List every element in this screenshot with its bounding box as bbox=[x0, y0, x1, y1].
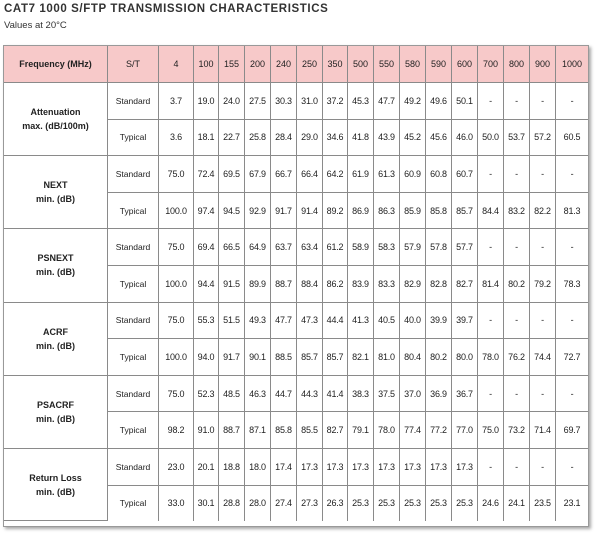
value-cell: 91.0 bbox=[194, 412, 219, 449]
parameter-cell bbox=[4, 376, 108, 449]
table-row bbox=[4, 376, 588, 413]
value-cell: 83.2 bbox=[504, 193, 530, 230]
value-cell: 74.4 bbox=[530, 339, 556, 376]
value-cell: 75.0 bbox=[159, 303, 194, 340]
value-cell: 38.3 bbox=[348, 376, 374, 413]
header-frequency-cell: 590 bbox=[426, 46, 452, 83]
value-cell: 98.2 bbox=[159, 412, 194, 449]
row-type-cell: Standard bbox=[108, 303, 159, 340]
value-cell: 40.0 bbox=[400, 303, 426, 340]
value-cell: 28.4 bbox=[271, 120, 297, 157]
value-cell: - bbox=[478, 156, 504, 193]
value-cell: - bbox=[504, 83, 530, 120]
value-cell: - bbox=[556, 303, 588, 340]
value-cell: 85.8 bbox=[271, 412, 297, 449]
value-cell: 64.2 bbox=[323, 156, 348, 193]
parameter-cell bbox=[4, 449, 108, 521]
header-st: S/T bbox=[108, 46, 159, 83]
value-cell: 73.2 bbox=[504, 412, 530, 449]
value-cell: - bbox=[530, 449, 556, 486]
value-cell: 29.0 bbox=[297, 120, 323, 157]
value-cell: - bbox=[504, 229, 530, 266]
value-cell: 60.9 bbox=[400, 156, 426, 193]
value-cell: 45.2 bbox=[400, 120, 426, 157]
value-cell: 45.6 bbox=[426, 120, 452, 157]
value-cell: 60.8 bbox=[426, 156, 452, 193]
value-cell: 82.2 bbox=[530, 193, 556, 230]
value-cell: 49.2 bbox=[400, 83, 426, 120]
value-cell: 17.3 bbox=[400, 449, 426, 486]
value-cell: 77.4 bbox=[400, 412, 426, 449]
parameter-cell bbox=[4, 303, 108, 376]
value-cell: 80.2 bbox=[426, 339, 452, 376]
value-cell: 81.3 bbox=[556, 193, 588, 230]
value-cell: 3.6 bbox=[159, 120, 194, 157]
value-cell: 58.9 bbox=[348, 229, 374, 266]
value-cell: 83.3 bbox=[374, 266, 400, 303]
value-cell: 17.3 bbox=[374, 449, 400, 486]
value-cell: - bbox=[556, 376, 588, 413]
value-cell: - bbox=[530, 303, 556, 340]
value-cell: 88.5 bbox=[271, 339, 297, 376]
value-cell: 91.7 bbox=[219, 339, 245, 376]
value-cell: 17.3 bbox=[348, 449, 374, 486]
value-cell: 69.5 bbox=[219, 156, 245, 193]
value-cell: 45.3 bbox=[348, 83, 374, 120]
value-cell: 17.3 bbox=[452, 449, 478, 486]
value-cell: 23.0 bbox=[159, 449, 194, 486]
header-frequency-cell: 550 bbox=[374, 46, 400, 83]
value-cell: 76.2 bbox=[504, 339, 530, 376]
value-cell: 37.0 bbox=[400, 376, 426, 413]
value-cell: 57.9 bbox=[400, 229, 426, 266]
value-cell: 3.7 bbox=[159, 83, 194, 120]
header-frequency-cell: 800 bbox=[504, 46, 530, 83]
value-cell: 31.0 bbox=[297, 83, 323, 120]
table-row bbox=[4, 449, 588, 486]
value-cell: 86.9 bbox=[348, 193, 374, 230]
value-cell: 40.5 bbox=[374, 303, 400, 340]
value-cell: - bbox=[478, 303, 504, 340]
value-cell: - bbox=[530, 229, 556, 266]
value-cell: 89.2 bbox=[323, 193, 348, 230]
value-cell: 57.8 bbox=[426, 229, 452, 266]
value-cell: 85.8 bbox=[426, 193, 452, 230]
value-cell: 63.4 bbox=[297, 229, 323, 266]
value-cell: 81.0 bbox=[374, 339, 400, 376]
header-frequency-cell: 4 bbox=[159, 46, 194, 83]
header-frequency-cell: 350 bbox=[323, 46, 348, 83]
value-cell: 53.7 bbox=[504, 120, 530, 157]
value-cell: - bbox=[530, 156, 556, 193]
value-cell: 100.0 bbox=[159, 266, 194, 303]
value-cell: 25.3 bbox=[452, 486, 478, 522]
value-cell: 91.5 bbox=[219, 266, 245, 303]
value-cell: 82.1 bbox=[348, 339, 374, 376]
value-cell: 58.3 bbox=[374, 229, 400, 266]
value-cell: - bbox=[556, 156, 588, 193]
value-cell: 57.7 bbox=[452, 229, 478, 266]
value-cell: - bbox=[504, 449, 530, 486]
value-cell: 20.1 bbox=[194, 449, 219, 486]
table-row bbox=[4, 229, 588, 266]
value-cell: 91.4 bbox=[297, 193, 323, 230]
value-cell: 82.9 bbox=[400, 266, 426, 303]
value-cell: 17.4 bbox=[271, 449, 297, 486]
value-cell: 86.2 bbox=[323, 266, 348, 303]
header-frequency: Frequency (MHz) bbox=[4, 46, 108, 83]
value-cell: 69.7 bbox=[556, 412, 588, 449]
value-cell: 52.3 bbox=[194, 376, 219, 413]
value-cell: 85.7 bbox=[452, 193, 478, 230]
value-cell: 41.4 bbox=[323, 376, 348, 413]
parameter-unit: min. (dB) bbox=[36, 340, 75, 351]
table-row bbox=[4, 156, 588, 193]
value-cell: 34.6 bbox=[323, 120, 348, 157]
value-cell: 72.4 bbox=[194, 156, 219, 193]
value-cell: 28.0 bbox=[245, 486, 271, 522]
value-cell: 49.3 bbox=[245, 303, 271, 340]
value-cell: 30.3 bbox=[271, 83, 297, 120]
row-type-cell: Standard bbox=[108, 229, 159, 266]
value-cell: 17.3 bbox=[323, 449, 348, 486]
value-cell: 78.0 bbox=[374, 412, 400, 449]
parameter-cell bbox=[4, 156, 108, 229]
value-cell: 44.7 bbox=[271, 376, 297, 413]
value-cell: 50.1 bbox=[452, 83, 478, 120]
header-frequency-cell: 700 bbox=[478, 46, 504, 83]
value-cell: 28.8 bbox=[219, 486, 245, 522]
value-cell: 71.4 bbox=[530, 412, 556, 449]
value-cell: 46.3 bbox=[245, 376, 271, 413]
value-cell: 78.3 bbox=[556, 266, 588, 303]
row-type-cell: Typical bbox=[108, 412, 159, 449]
value-cell: - bbox=[478, 229, 504, 266]
value-cell: 77.2 bbox=[426, 412, 452, 449]
row-type-cell: Typical bbox=[108, 266, 159, 303]
table-row bbox=[4, 303, 588, 340]
value-cell: 47.3 bbox=[297, 303, 323, 340]
value-cell: 26.3 bbox=[323, 486, 348, 522]
value-cell: 97.4 bbox=[194, 193, 219, 230]
parameter-unit: min. (dB) bbox=[36, 267, 75, 278]
page-title: CAT7 1000 S/FTP TRANSMISSION CHARACTERISTICS bbox=[4, 3, 329, 15]
value-cell: 23.1 bbox=[563, 498, 581, 509]
value-cell: 23.5 bbox=[530, 486, 556, 522]
value-cell: 27.5 bbox=[245, 83, 271, 120]
parameter-cell bbox=[4, 83, 108, 156]
parameter-name: Attenuation bbox=[30, 107, 81, 118]
value-cell: 37.5 bbox=[374, 376, 400, 413]
value-cell: 50.0 bbox=[478, 120, 504, 157]
value-cell: 18.1 bbox=[194, 120, 219, 157]
value-cell: 90.1 bbox=[245, 339, 271, 376]
characteristics-table bbox=[4, 46, 588, 521]
table-body bbox=[4, 83, 588, 521]
value-cell: 94.4 bbox=[194, 266, 219, 303]
value-cell: 25.3 bbox=[374, 486, 400, 522]
parameter-unit: min. (dB) bbox=[36, 194, 75, 205]
value-cell: 61.9 bbox=[348, 156, 374, 193]
page-subtitle: Values at 20°C bbox=[4, 20, 67, 31]
value-cell: 25.8 bbox=[245, 120, 271, 157]
value-cell: 64.9 bbox=[245, 229, 271, 266]
value-cell: 27.4 bbox=[271, 486, 297, 522]
header-frequency-cell: 155 bbox=[219, 46, 245, 83]
header-frequency-cell: 900 bbox=[530, 46, 556, 83]
value-cell: - bbox=[530, 83, 556, 120]
row-type-cell: Standard bbox=[108, 449, 159, 486]
value-cell: 60.5 bbox=[556, 120, 588, 157]
value-cell: 22.7 bbox=[219, 120, 245, 157]
value-cell: 83.9 bbox=[348, 266, 374, 303]
value-cell: 44.4 bbox=[323, 303, 348, 340]
value-cell: 86.3 bbox=[374, 193, 400, 230]
value-cell: 19.0 bbox=[194, 83, 219, 120]
table-row bbox=[4, 83, 588, 120]
row-type-cell: Typical bbox=[108, 193, 159, 230]
value-cell: 39.7 bbox=[452, 303, 478, 340]
value-cell: 72.7 bbox=[556, 339, 588, 376]
value-cell: 66.4 bbox=[297, 156, 323, 193]
value-cell: 46.0 bbox=[452, 120, 478, 157]
value-cell: 88.4 bbox=[297, 266, 323, 303]
value-cell: 94.5 bbox=[219, 193, 245, 230]
value-cell: 85.7 bbox=[297, 339, 323, 376]
value-cell: 18.0 bbox=[245, 449, 271, 486]
value-cell: 82.7 bbox=[452, 266, 478, 303]
value-cell: 41.3 bbox=[348, 303, 374, 340]
value-cell: 92.9 bbox=[245, 193, 271, 230]
value-cell: 17.3 bbox=[297, 449, 323, 486]
value-cell: 100.0 bbox=[159, 193, 194, 230]
value-cell: - bbox=[556, 449, 588, 486]
value-cell: 39.9 bbox=[426, 303, 452, 340]
value-cell: 47.7 bbox=[374, 83, 400, 120]
header-frequency-cell: 250 bbox=[297, 46, 323, 83]
value-cell: 80.2 bbox=[504, 266, 530, 303]
row-type-cell: Standard bbox=[108, 156, 159, 193]
value-cell: 85.5 bbox=[297, 412, 323, 449]
value-cell: 89.9 bbox=[245, 266, 271, 303]
value-cell: 82.7 bbox=[323, 412, 348, 449]
value-cell: - bbox=[504, 376, 530, 413]
value-cell: 24.6 bbox=[478, 486, 504, 522]
header-frequency-cell: 1000 bbox=[556, 46, 588, 83]
value-cell: 78.0 bbox=[478, 339, 504, 376]
value-cell: 77.0 bbox=[452, 412, 478, 449]
value-cell: 84.4 bbox=[478, 193, 504, 230]
value-cell: 55.3 bbox=[194, 303, 219, 340]
value-cell: 66.5 bbox=[219, 229, 245, 266]
value-cell: - bbox=[478, 83, 504, 120]
value-cell: 75.0 bbox=[478, 412, 504, 449]
parameter-unit: max. (dB/100m) bbox=[22, 121, 89, 132]
value-cell: - bbox=[504, 303, 530, 340]
value-cell: 44.3 bbox=[297, 376, 323, 413]
parameter-name: Return Loss bbox=[29, 472, 82, 483]
value-cell: - bbox=[478, 376, 504, 413]
value-cell: 80.0 bbox=[452, 339, 478, 376]
value-cell: 37.2 bbox=[323, 83, 348, 120]
value-cell: 24.0 bbox=[219, 83, 245, 120]
value-cell: 91.7 bbox=[271, 193, 297, 230]
value-cell: 88.7 bbox=[271, 266, 297, 303]
parameter-name: ACRF bbox=[43, 326, 68, 337]
value-cell: 85.9 bbox=[400, 193, 426, 230]
row-type-cell: Standard bbox=[108, 376, 159, 413]
value-cell: 36.7 bbox=[452, 376, 478, 413]
header-frequency-cell: 500 bbox=[348, 46, 374, 83]
header-frequency-cell: 600 bbox=[452, 46, 478, 83]
value-cell: 63.7 bbox=[271, 229, 297, 266]
value-cell: 25.3 bbox=[426, 486, 452, 522]
value-cell: 36.9 bbox=[426, 376, 452, 413]
value-cell: 82.8 bbox=[426, 266, 452, 303]
value-cell: 24.1 bbox=[504, 486, 530, 522]
header-frequency-cell: 100 bbox=[194, 46, 219, 83]
value-cell: - bbox=[530, 376, 556, 413]
value-cell: - bbox=[478, 449, 504, 486]
parameter-unit: min. (dB) bbox=[36, 413, 75, 424]
value-cell: 75.0 bbox=[159, 156, 194, 193]
value-cell: 69.4 bbox=[194, 229, 219, 266]
value-cell: 88.7 bbox=[219, 412, 245, 449]
value-cell: 41.8 bbox=[348, 120, 374, 157]
value-cell: 79.2 bbox=[530, 266, 556, 303]
value-cell: 60.7 bbox=[452, 156, 478, 193]
header-row bbox=[4, 46, 588, 83]
value-cell: 67.9 bbox=[245, 156, 271, 193]
parameter-name: PSACRF bbox=[36, 399, 74, 410]
value-cell: 48.5 bbox=[219, 376, 245, 413]
value-cell: 80.4 bbox=[400, 339, 426, 376]
value-cell: - bbox=[504, 156, 530, 193]
characteristics-table-container bbox=[3, 45, 589, 527]
header-frequency-cell: 240 bbox=[271, 46, 297, 83]
value-cell: 27.3 bbox=[297, 486, 323, 522]
value-cell: 47.7 bbox=[271, 303, 297, 340]
value-cell: 57.2 bbox=[530, 120, 556, 157]
value-cell: - bbox=[556, 229, 588, 266]
value-cell: 30.1 bbox=[194, 486, 219, 522]
value-cell: 17.3 bbox=[426, 449, 452, 486]
value-cell: - bbox=[556, 83, 588, 120]
value-cell: 25.3 bbox=[400, 486, 426, 522]
value-cell: 87.1 bbox=[245, 412, 271, 449]
parameter-name: NEXT bbox=[43, 180, 68, 191]
value-cell: 61.3 bbox=[374, 156, 400, 193]
value-cell: 51.5 bbox=[219, 303, 245, 340]
row-type-cell: Typical bbox=[108, 120, 159, 157]
row-type-cell: Typical bbox=[108, 486, 159, 522]
value-cell: 66.7 bbox=[271, 156, 297, 193]
value-cell: 94.0 bbox=[194, 339, 219, 376]
header-frequency-cell: 580 bbox=[400, 46, 426, 83]
value-cell: 49.6 bbox=[426, 83, 452, 120]
row-type-cell: Typical bbox=[108, 339, 159, 376]
parameter-unit: min. (dB) bbox=[36, 486, 75, 497]
header-frequency-cell: 200 bbox=[245, 46, 271, 83]
value-cell: 79.1 bbox=[348, 412, 374, 449]
value-cell: 18.8 bbox=[219, 449, 245, 486]
value-cell: 61.2 bbox=[323, 229, 348, 266]
parameter-name: PSNEXT bbox=[37, 253, 74, 264]
parameter-cell bbox=[4, 229, 108, 302]
value-cell: 85.7 bbox=[323, 339, 348, 376]
value-cell: 33.0 bbox=[159, 486, 194, 522]
value-cell: 100.0 bbox=[159, 339, 194, 376]
value-cell: 25.3 bbox=[348, 486, 374, 522]
value-cell: 81.4 bbox=[478, 266, 504, 303]
value-cell: 75.0 bbox=[159, 376, 194, 413]
value-cell: 75.0 bbox=[159, 229, 194, 266]
value-cell: 43.9 bbox=[374, 120, 400, 157]
row-type-cell: Standard bbox=[108, 83, 159, 120]
